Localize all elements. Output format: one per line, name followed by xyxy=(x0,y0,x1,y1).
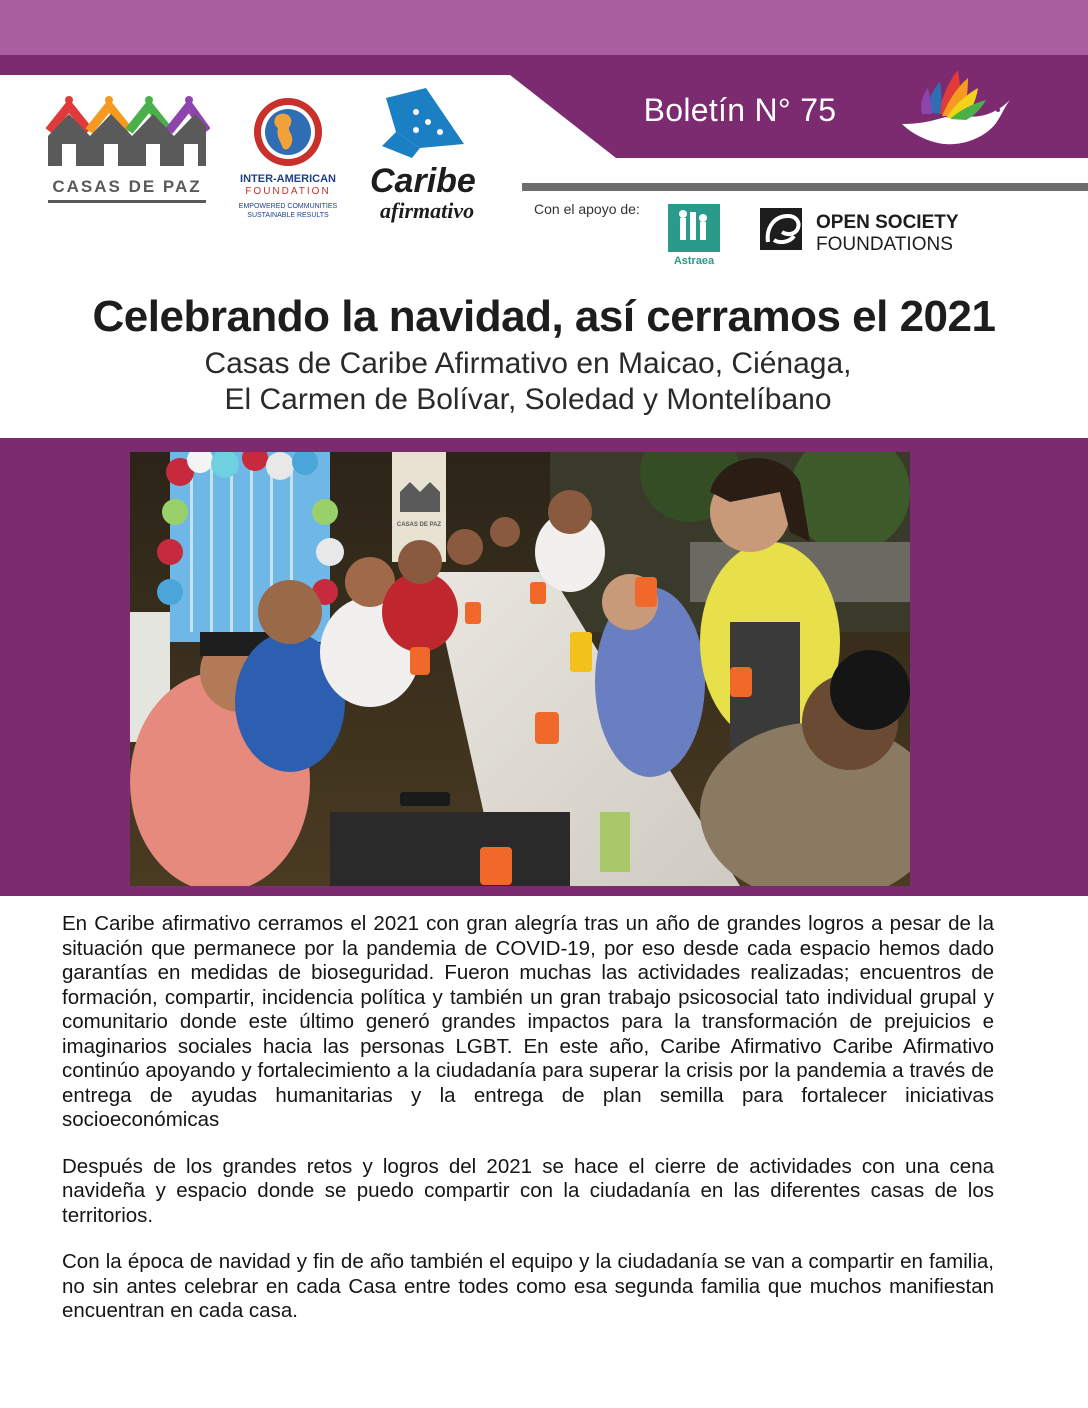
subtitle-line-1: Casas de Caribe Afirmativo en Maicao, Ciénaga, xyxy=(204,347,852,380)
casas-de-paz-wordmark: CASAS DE PAZ xyxy=(52,177,202,196)
svg-text:Caribe: Caribe xyxy=(370,162,476,200)
inter-american-foundation-logo xyxy=(232,96,344,226)
svg-text:FOUNDATION: FOUNDATION xyxy=(245,186,331,197)
article-title: Celebrando la navidad, así cerramos el 2021 xyxy=(92,292,996,341)
article-body xyxy=(62,912,994,1346)
svg-text:OPEN SOCIETY: OPEN SOCIETY xyxy=(816,212,959,233)
paragraph: En Caribe afirmativo cerramos el 2021 con gran alegría tras un año de grandes logros a pesar de la situación que permanece por la pandemia de COVID-19, por eso desde cada espacio hemos dado garantías en medidas de bioseguridad. Fueron muchas las actividades realizadas; encuentros de formación, compartir, incidencia política y también un gran trabajo psicosocial tato individual grupal y comunitario donde este último generó grandes impactos para la transformación de prejuicios e imaginarios sociales hacia las personas LGBT. En este año, Caribe Afirmativo Caribe Afirmativo continúo apoyando y fortalecimiento a la ciudadanía para superar la crisis por la pandemia a través de entrega de ayudas humanitarias y la entrega de plan semilla para fortalecer iniciativas socioeconómicas xyxy=(62,912,994,1131)
svg-text:FOUNDATIONS: FOUNDATIONS xyxy=(816,234,953,254)
article-subtitle xyxy=(0,346,1056,418)
svg-text:Astraea: Astraea xyxy=(673,255,715,267)
top-purple-band xyxy=(0,0,1088,55)
support-label: Con el apoyo de: xyxy=(534,201,640,217)
caribe-afirmativo-logo xyxy=(356,86,490,226)
subtitle-line-2: El Carmen de Bolívar, Soledad y Montelíbano xyxy=(224,383,832,416)
svg-text:CASAS DE PAZ: CASAS DE PAZ xyxy=(396,522,442,528)
open-society-foundations-logo xyxy=(760,206,970,254)
svg-text:afirmativo: afirmativo xyxy=(380,198,475,223)
svg-text:INTER-AMERICAN: INTER-AMERICAN xyxy=(240,173,336,185)
rainbow-dove-icon xyxy=(898,64,1018,154)
svg-text:EMPOWERED COMMUNITIES: EMPOWERED COMMUNITIES xyxy=(238,203,338,210)
bulletin-number: Boletín N° 75 xyxy=(643,92,837,128)
paragraph: Después de los grandes retos y logros del 2021 se hace el cierre de actividades con una cena navideña y espacio donde se puedo compartir con la ciudadanía en las diferentes casas de los territorios. xyxy=(62,1154,994,1227)
svg-text:SUSTAINABLE RESULTS: SUSTAINABLE RESULTS xyxy=(247,212,329,219)
casas-de-paz-logo xyxy=(44,96,210,208)
paragraph: Con la época de navidad y fin de año también el equipo y la ciudadanía se van a compartir en familia, no sin antes celebrar en cada Casa entre todes como esa segunda familia que muchos manifiestan encuentran en cada casa. xyxy=(62,1250,994,1322)
astraea-logo xyxy=(666,202,722,274)
celebration-photo xyxy=(130,452,910,886)
divider-line xyxy=(522,183,1088,191)
